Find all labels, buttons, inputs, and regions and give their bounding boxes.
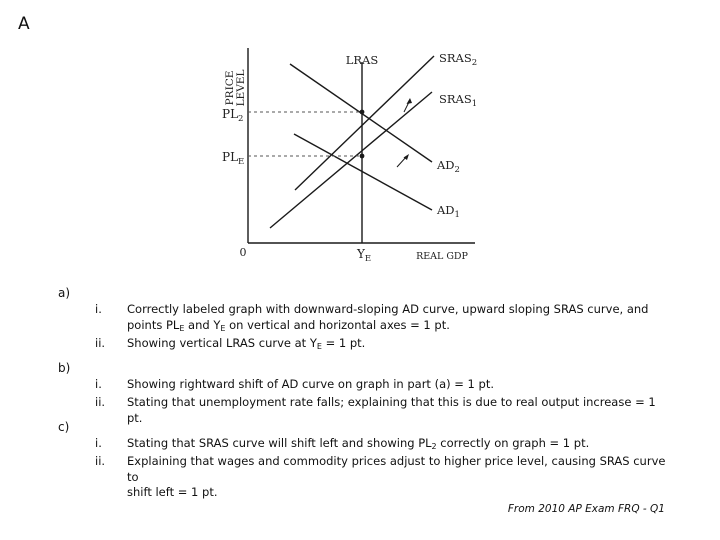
equilibrium-e — [360, 154, 365, 159]
ad1-curve — [294, 134, 432, 210]
section-b-label: b) — [58, 361, 71, 375]
section-a-i-num: i. — [95, 302, 102, 316]
lras-label: LRAS — [345, 53, 379, 67]
x-axis-label: REAL GDP — [416, 251, 468, 262]
section-a-ii-text: Showing vertical LRAS curve at $Y_E = 1$ pt. — [127, 336, 366, 351]
equilibrium-2 — [360, 110, 365, 115]
y-axis-label-price: PRICE — [224, 70, 236, 106]
section-b-i-num: i. — [95, 377, 102, 391]
pl2-label: $PL_2$ — [222, 107, 244, 124]
section-c-i-text: Stating that SRAS curve will shift left and showing $PL_2$ correctly on graph = 1 pt. — [127, 436, 590, 451]
ad-as-graph — [210, 40, 500, 270]
sras1-label: $SRAS_1$ — [439, 92, 478, 109]
slide-letter: A — [18, 14, 30, 34]
sras2-curve — [295, 56, 434, 190]
section-a-label: a) — [58, 286, 71, 300]
y-axis-label-level: LEVEL — [235, 69, 247, 107]
section-a-ii-num: ii. — [95, 336, 106, 350]
ad2-label: $AD_2$ — [437, 158, 460, 175]
origin-label: 0 — [239, 246, 247, 259]
ad1-label: $AD_1$ — [437, 203, 460, 220]
section-b-ii-num: ii. — [95, 395, 106, 409]
section-c-label: c) — [58, 420, 70, 434]
section-c-ii-num: ii. — [95, 454, 106, 468]
section-b-i-text: Showing rightward shift of AD curve on graph in part (a) = 1 pt. — [127, 377, 494, 391]
ye-label: $Y_E$ — [357, 247, 372, 264]
section-c-i-num: i. — [95, 436, 102, 450]
shift-arrow-ad — [397, 154, 409, 167]
section-c-ii-text: Explaining that wages and commodity prices adjust to higher price level, causing SRAS curve to shift left = 1 pt. — [127, 454, 666, 499]
section-b-ii-text: Stating that unemployment rate falls; explaining that this is due to real output increase = 1 pt. — [127, 395, 656, 425]
sras2-label: $SRAS_2$ — [439, 51, 478, 68]
section-a-i-text: Correctly labeled graph with downward-sloping AD curve, upward sloping SRAS curve, and points $PL_E$ and $Y_E$ on vertical and horizontal axes = 1 pt. — [127, 302, 649, 333]
ple-label: $PL_E$ — [222, 150, 245, 167]
source-citation: From 2010 AP Exam FRQ - Q1 — [507, 503, 665, 515]
